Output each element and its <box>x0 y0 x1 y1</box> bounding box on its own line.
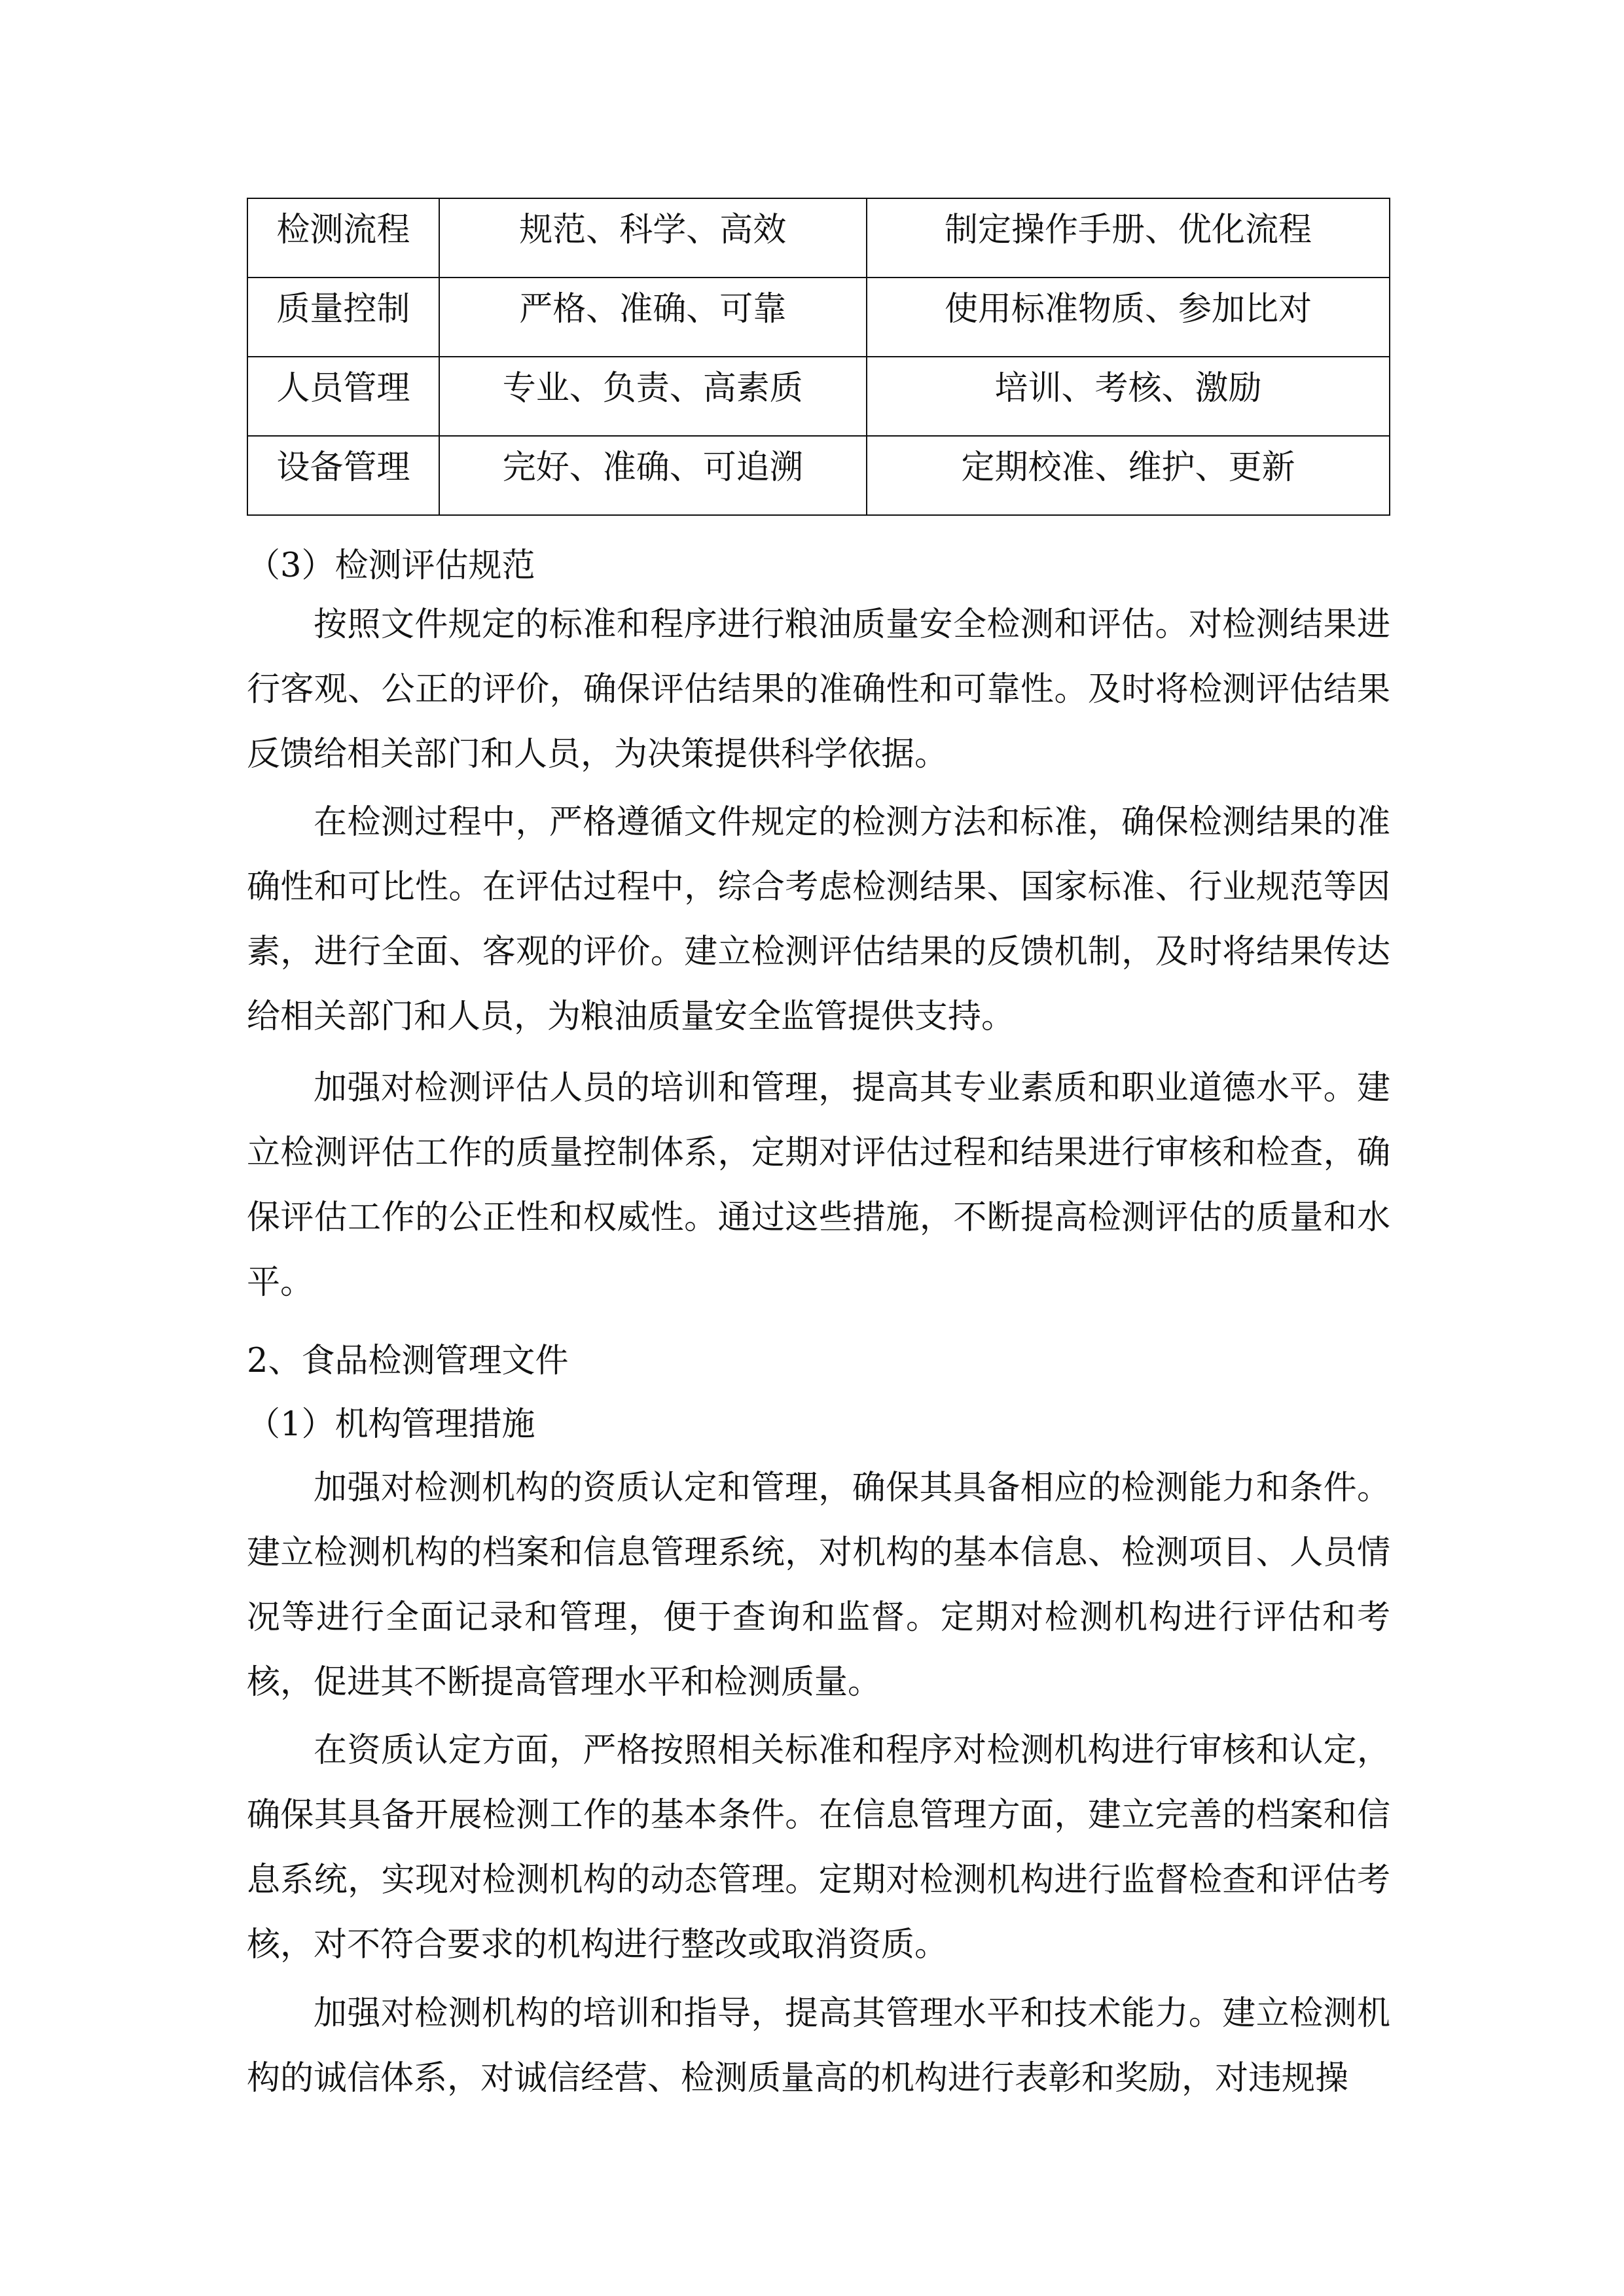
table-cell: 检测流程 <box>247 198 439 278</box>
table-cell: 制定操作手册、优化流程 <box>867 198 1390 278</box>
table-cell: 专业、负责、高素质 <box>439 357 867 436</box>
paragraph: 在资质认定方面，严格按照相关标准和程序对检测机构进行审核和认定，确保其具备开展检测工作的基本条件。在信息管理方面，建立完善的档案和信息系统，实现对检测机构的动态管理。定期对检测机构进行监督检查和评估考核，对不符合要求的机构进行整改或取消资质。 <box>247 1731 1390 1964</box>
table-row <box>247 198 1390 278</box>
section-heading: （3）检测评估规范 <box>247 547 535 585</box>
table-row <box>247 278 1390 357</box>
table-cell: 质量控制 <box>247 278 439 357</box>
paragraph: 加强对检测机构的资质认定和管理，确保其具备相应的检测能力和条件。建立检测机构的档案和信息管理系统，对机构的基本信息、检测项目、人员情况等进行全面记录和管理，便于查询和监督。定期对检测机构进行评估和考核，促进其不断提高管理水平和检测质量。 <box>247 1469 1390 1702</box>
subsection-heading: （1）机构管理措施 <box>247 1405 535 1444</box>
table-cell: 设备管理 <box>247 436 439 515</box>
section-heading: 2、食品检测管理文件 <box>247 1342 569 1380</box>
table-cell: 培训、考核、激励 <box>867 357 1390 436</box>
paragraph: 按照文件规定的标准和程序进行粮油质量安全检测和评估。对检测结果进行客观、公正的评价，确保评估结果的准确性和可靠性。及时将检测评估结果反馈给相关部门和人员，为决策提供科学依据。 <box>247 605 1390 774</box>
table-cell: 规范、科学、高效 <box>439 198 867 278</box>
table-cell: 使用标准物质、参加比对 <box>867 278 1390 357</box>
requirements-table <box>247 198 1390 516</box>
table-cell: 完好、准确、可追溯 <box>439 436 867 515</box>
table-cell: 定期校准、维护、更新 <box>867 436 1390 515</box>
table-cell: 人员管理 <box>247 357 439 436</box>
paragraph: 在检测过程中，严格遵循文件规定的检测方法和标准，确保检测结果的准确性和可比性。在评估过程中，综合考虑检测结果、国家标准、行业规范等因素，进行全面、客观的评价。建立检测评估结果的反馈机制，及时将结果传达给相关部门和人员，为粮油质量安全监管提供支持。 <box>247 803 1390 1036</box>
table-row <box>247 436 1390 515</box>
table-row <box>247 357 1390 436</box>
table-cell: 严格、准确、可靠 <box>439 278 867 357</box>
paragraph: 加强对检测机构的培训和指导，提高其管理水平和技术能力。建立检测机构的诚信体系，对诚信经营、检测质量高的机构进行表彰和奖励，对违规操 <box>247 1994 1390 2098</box>
paragraph: 加强对检测评估人员的培训和管理，提高其专业素质和职业道德水平。建立检测评估工作的质量控制体系，定期对评估过程和结果进行审核和检查，确保评估工作的公正性和权威性。通过这些措施，不断提高检测评估的质量和水平。 <box>247 1069 1390 1302</box>
